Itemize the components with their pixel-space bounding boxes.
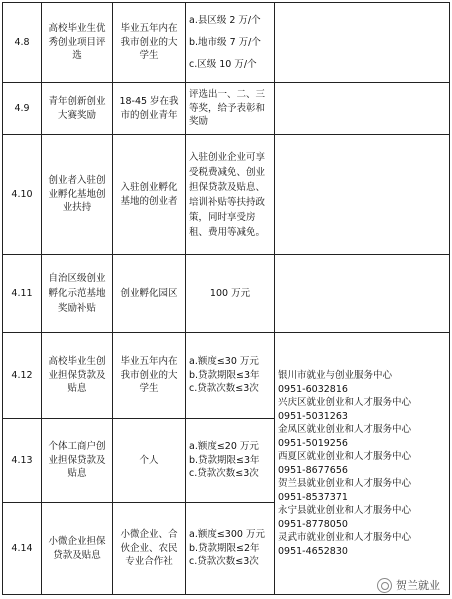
contact-line: 西夏区就业创业和人才服务中心 (278, 451, 412, 462)
contact-line: 0951-6032816 (278, 383, 348, 395)
standard-line: b.地市级 7 万/个 (189, 37, 261, 49)
standard-line: a.额度≤30 万元 (189, 356, 259, 368)
table-row (3, 3, 450, 83)
support-standard (186, 419, 275, 503)
row-number: 4.10 (3, 135, 42, 255)
standard-line: b.贷款期限≤3年 (189, 369, 260, 381)
standard-line: a.额度≤20 万元 (189, 441, 259, 453)
target-group: 毕业五年内在我市创业的大学生 (113, 333, 186, 419)
row-number: 4.9 (3, 83, 42, 135)
table-row (3, 135, 450, 255)
policy-table (2, 2, 450, 595)
standard-line: c.贷款次数≤3次 (189, 383, 259, 395)
contact-list (275, 333, 450, 595)
support-standard: 入驻创业企业可享受税费减免、创业担保贷款及贴息、培训补贴等扶持政策，同时享受房租、费用等减免。 (186, 135, 275, 255)
row-number: 4.12 (3, 333, 42, 419)
target-group: 个人 (113, 419, 186, 503)
row-number: 4.13 (3, 419, 42, 503)
contact-cell-empty (275, 135, 450, 255)
target-group: 入驻创业孵化基地的创业者 (113, 135, 186, 255)
row-number: 4.8 (3, 3, 42, 83)
project-name: 高校毕业生优秀创业项目评选 (42, 3, 113, 83)
contact-line: 0951-4652830 (278, 545, 348, 557)
contact-line: 0951-8677656 (278, 464, 348, 476)
project-name: 创业者入驻创业孵化基地创业扶持 (42, 135, 113, 255)
contact-line: 金凤区就业创业和人才服务中心 (278, 424, 412, 435)
watermark (377, 577, 440, 593)
project-name: 个体工商户创业担保贷款及贴息 (42, 419, 113, 503)
target-group: 毕业五年内在我市创业的大学生 (113, 3, 186, 83)
support-standard: 评选出一、二、三等奖，给予表彰和奖励 (186, 83, 275, 135)
standard-line: b.贷款期限≤2年 (189, 542, 260, 554)
watermark-text: 贺兰就业 (396, 579, 440, 592)
contact-line: 0951-5019256 (278, 437, 348, 449)
table-row (3, 333, 450, 419)
contact-line: 0951-8537371 (278, 491, 348, 503)
standard-line: c.贷款次数≤3次 (189, 556, 259, 568)
support-standard (186, 503, 275, 595)
project-name: 青年创新创业大赛奖励 (42, 83, 113, 135)
table-row (3, 83, 450, 135)
project-name: 小微企业担保贷款及贴息 (42, 503, 113, 595)
contact-cell-empty (275, 3, 450, 83)
contact-line: 贺兰县就业创业和人才服务中心 (278, 478, 412, 489)
contact-line: 银川市就业与创业服务中心 (278, 370, 393, 381)
row-number: 4.14 (3, 503, 42, 595)
wechat-channel-icon (377, 578, 392, 593)
contact-line: 0951-5031263 (278, 410, 348, 422)
project-name: 高校毕业生创业担保贷款及贴息 (42, 333, 113, 419)
contact-line: 0951-8778050 (278, 518, 348, 530)
project-name: 自治区级创业孵化示范基地奖励补贴 (42, 255, 113, 333)
standard-line: c.区级 10 万/个 (189, 58, 257, 70)
contact-line: 灵武市就业创业和人才服务中心 (278, 532, 412, 543)
support-standard (186, 3, 275, 83)
standard-line: a.县区级 2 万/个 (189, 14, 261, 26)
row-number: 4.11 (3, 255, 42, 333)
target-group: 18-45 岁在我市的创业青年 (113, 83, 186, 135)
standard-line: c.贷款次数≤3次 (189, 468, 259, 480)
target-group: 小微企业、合伙企业、农民专业合作社 (113, 503, 186, 595)
support-standard (186, 333, 275, 419)
contact-cell-empty (275, 83, 450, 135)
standard-line: a.额度≤300 万元 (189, 529, 265, 541)
standard-line: b.贷款期限≤3年 (189, 454, 260, 466)
support-standard: 100 万元 (186, 255, 275, 333)
contact-line: 永宁县就业创业和人才服务中心 (278, 505, 412, 516)
contact-line: 兴庆区就业创业和人才服务中心 (278, 397, 412, 408)
target-group: 创业孵化园区 (113, 255, 186, 333)
contact-cell-empty (275, 255, 450, 333)
table-row (3, 255, 450, 333)
